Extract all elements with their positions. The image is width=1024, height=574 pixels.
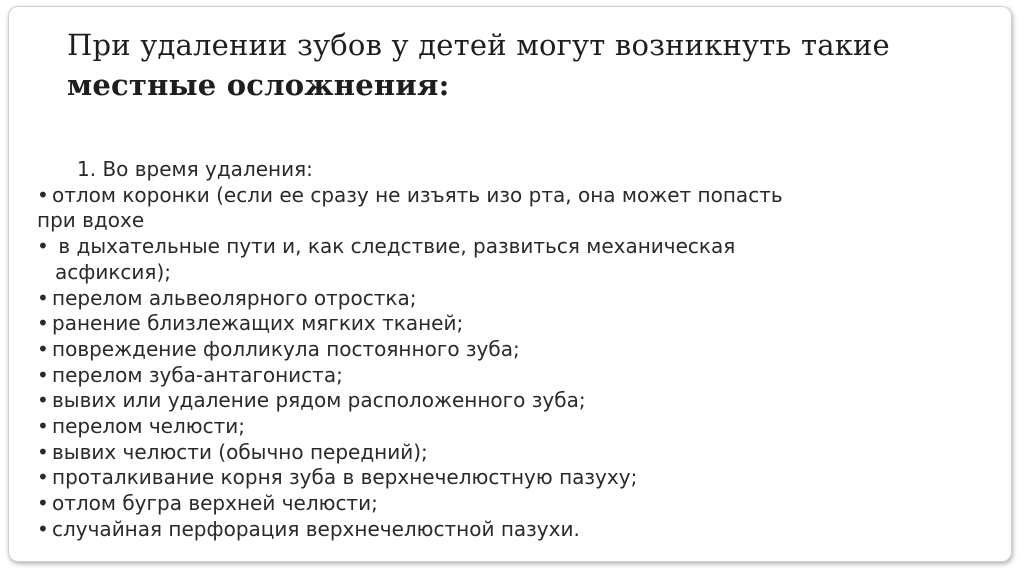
bullet: •	[37, 388, 49, 413]
list-item-text: проталкивание корня зуба в верхнечелюстную пазуху;	[52, 465, 638, 490]
list-item	[37, 363, 997, 389]
list-item	[37, 414, 997, 440]
list-item	[37, 286, 997, 312]
list-item-text: ранение близлежащих мягких тканей;	[52, 311, 464, 336]
list-heading: 1. Во время удаления:	[77, 157, 313, 181]
list-item-text: случайная перфорация верхнечелюстной пазухи.	[52, 516, 580, 541]
list-item-text: отлом бугра верхней челюсти;	[52, 491, 378, 516]
title-text: При удалении зубов у детей могут возникнуть такие	[67, 28, 890, 62]
list-item-text: перелом зуба-антагониста;	[52, 362, 343, 387]
bullet: •	[37, 182, 49, 207]
list-item-text: вывих челюсти (обычно передний);	[52, 439, 428, 464]
bullet: •	[37, 491, 49, 516]
bullet: •	[37, 234, 49, 259]
bullet: •	[37, 439, 49, 464]
list-item	[37, 183, 997, 209]
list-item	[37, 440, 997, 466]
bullet: •	[37, 465, 49, 490]
list-item	[37, 311, 997, 337]
list-item-text: перелом челюсти;	[52, 414, 245, 439]
list-item-text: при вдохе	[37, 208, 145, 233]
bullet: •	[37, 516, 49, 541]
bullet: •	[37, 336, 49, 361]
title-bold-text: местные осложнения:	[67, 68, 450, 102]
list-item	[37, 234, 997, 260]
list-item-text: асфиксия);	[55, 259, 171, 284]
slide	[8, 6, 1012, 562]
list-item-text: перелом альвеолярного отростка;	[52, 285, 417, 310]
list-item-continuation	[37, 208, 997, 234]
list-item	[37, 491, 997, 517]
bullet: •	[37, 285, 49, 310]
bullet: •	[37, 362, 49, 387]
list-item-text: вывих или удаление рядом расположенного зуба;	[52, 388, 586, 413]
list-item	[37, 388, 997, 414]
list-item-text: отлом коронки (если ее сразу не изъять изо рта, она может попасть	[52, 182, 783, 207]
list-item	[37, 517, 997, 543]
list-item	[37, 465, 997, 491]
list-item-continuation	[37, 260, 997, 286]
list-item-text: повреждение фолликула постоянного зуба;	[52, 336, 520, 361]
slide-title	[67, 25, 967, 105]
list-item-text: в дыхательные пути и, как следствие, развиться механическая	[52, 234, 736, 259]
slide-content	[37, 157, 997, 543]
bullet: •	[37, 414, 49, 439]
list-item	[37, 337, 997, 363]
bullet: •	[37, 311, 49, 336]
